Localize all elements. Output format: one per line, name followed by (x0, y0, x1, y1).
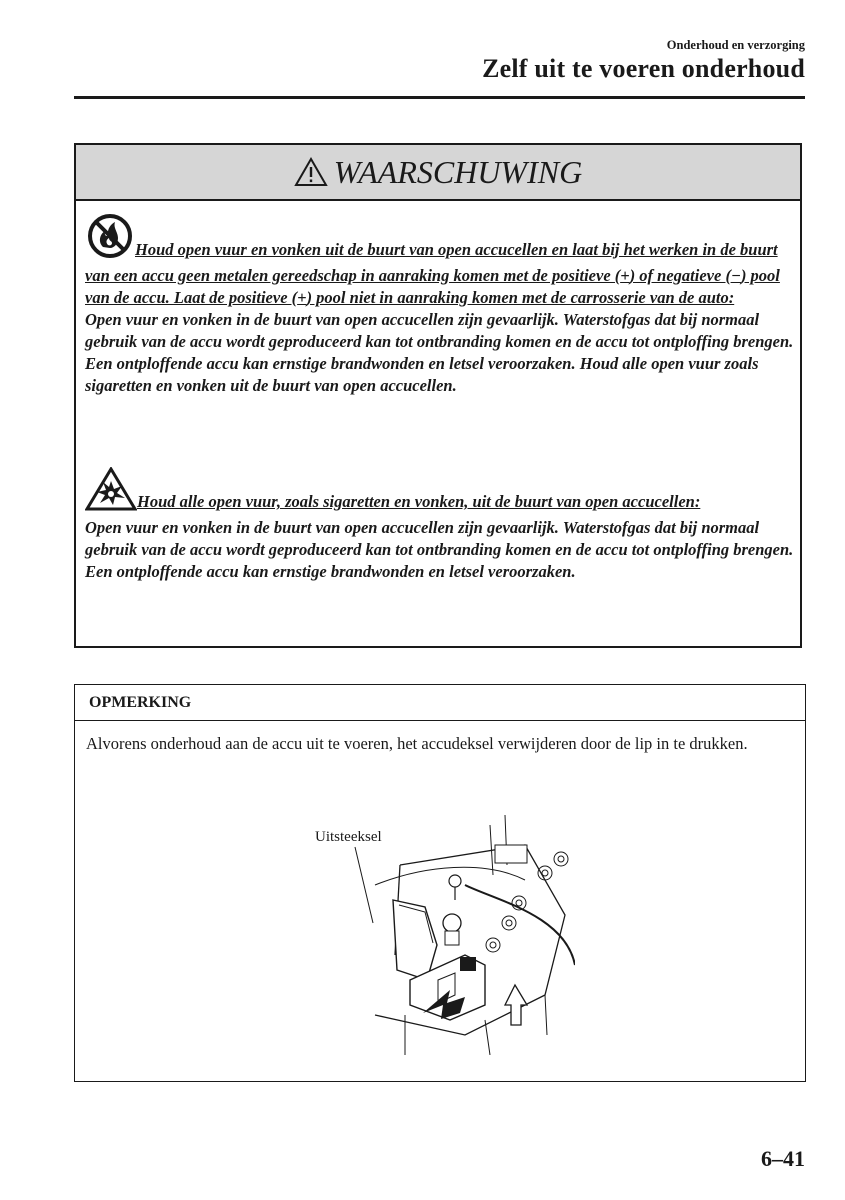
section-label: Onderhoud en verzorging (666, 38, 805, 52)
warning-item-1 (85, 213, 795, 397)
title-rule (74, 96, 805, 99)
page-number: 6–41 (761, 1146, 805, 1171)
warning-1-heading-b: ) of negatieve ( (629, 266, 731, 285)
note-text: Alvorens onderhoud aan de accu uit te voeren, het accudeksel verwijderen door de lip in te drukken. (86, 734, 748, 753)
plus-symbol: + (620, 266, 630, 285)
no-open-flame-icon (85, 213, 135, 265)
warning-header (76, 145, 800, 201)
plus-symbol: + (297, 288, 307, 307)
warning-title: WAARSCHUWING (333, 153, 583, 190)
minus-symbol: − (730, 266, 741, 285)
warning-1-heading-a: Houd open vuur en vonken uit de buurt van open accucellen en laat bij het werken in de buurt van een accu geen metalen gereedschap in aanraking komen met de positieve ( (85, 240, 778, 285)
warning-2-body: Open vuur en vonken in de buurt van open accucellen zijn gevaarlijk. Waterstofgas dat bij normaal gebruik van de accu wordt geproduceerd kan tot ontbranding komen en de accu tot ontploffing brengen. Een ontploffende accu kan ernstige brandwonden en letsel veroorzaken. (85, 518, 794, 581)
note-box (74, 684, 806, 1082)
warning-item-2 (85, 467, 795, 583)
note-title: OPMERKING (75, 685, 805, 721)
warning-triangle-icon (294, 157, 328, 187)
warning-2-heading: Houd alle open vuur, zoals sigaretten en vonken, uit de buurt van open accucellen: (137, 492, 701, 511)
warning-box (74, 143, 802, 648)
battery-cover-illustration (315, 805, 575, 1055)
warning-1-heading-c: ) pool van de accu. Laat de positieve ( (85, 266, 780, 307)
page-title: Zelf uit te voeren onderhoud (482, 54, 805, 83)
explosion-hazard-icon (85, 467, 137, 517)
warning-1-body: Open vuur en vonken in de buurt van open accucellen zijn gevaarlijk. Waterstofgas dat bij normaal gebruik van de accu wordt geproduceerd kan tot ontbranding komen en de accu tot ontploffing brengen. Een ontploffende accu kan ernstige brandwonden en letsel veroorzaken. Houd alle open vuur zoals sigaretten en vonken uit de buurt van open accucellen. (85, 310, 794, 395)
illustration-label: Uitsteeksel (315, 829, 382, 845)
warning-1-heading-d: ) pool niet in aanraking komen met de carrosserie van de auto: (306, 288, 735, 307)
